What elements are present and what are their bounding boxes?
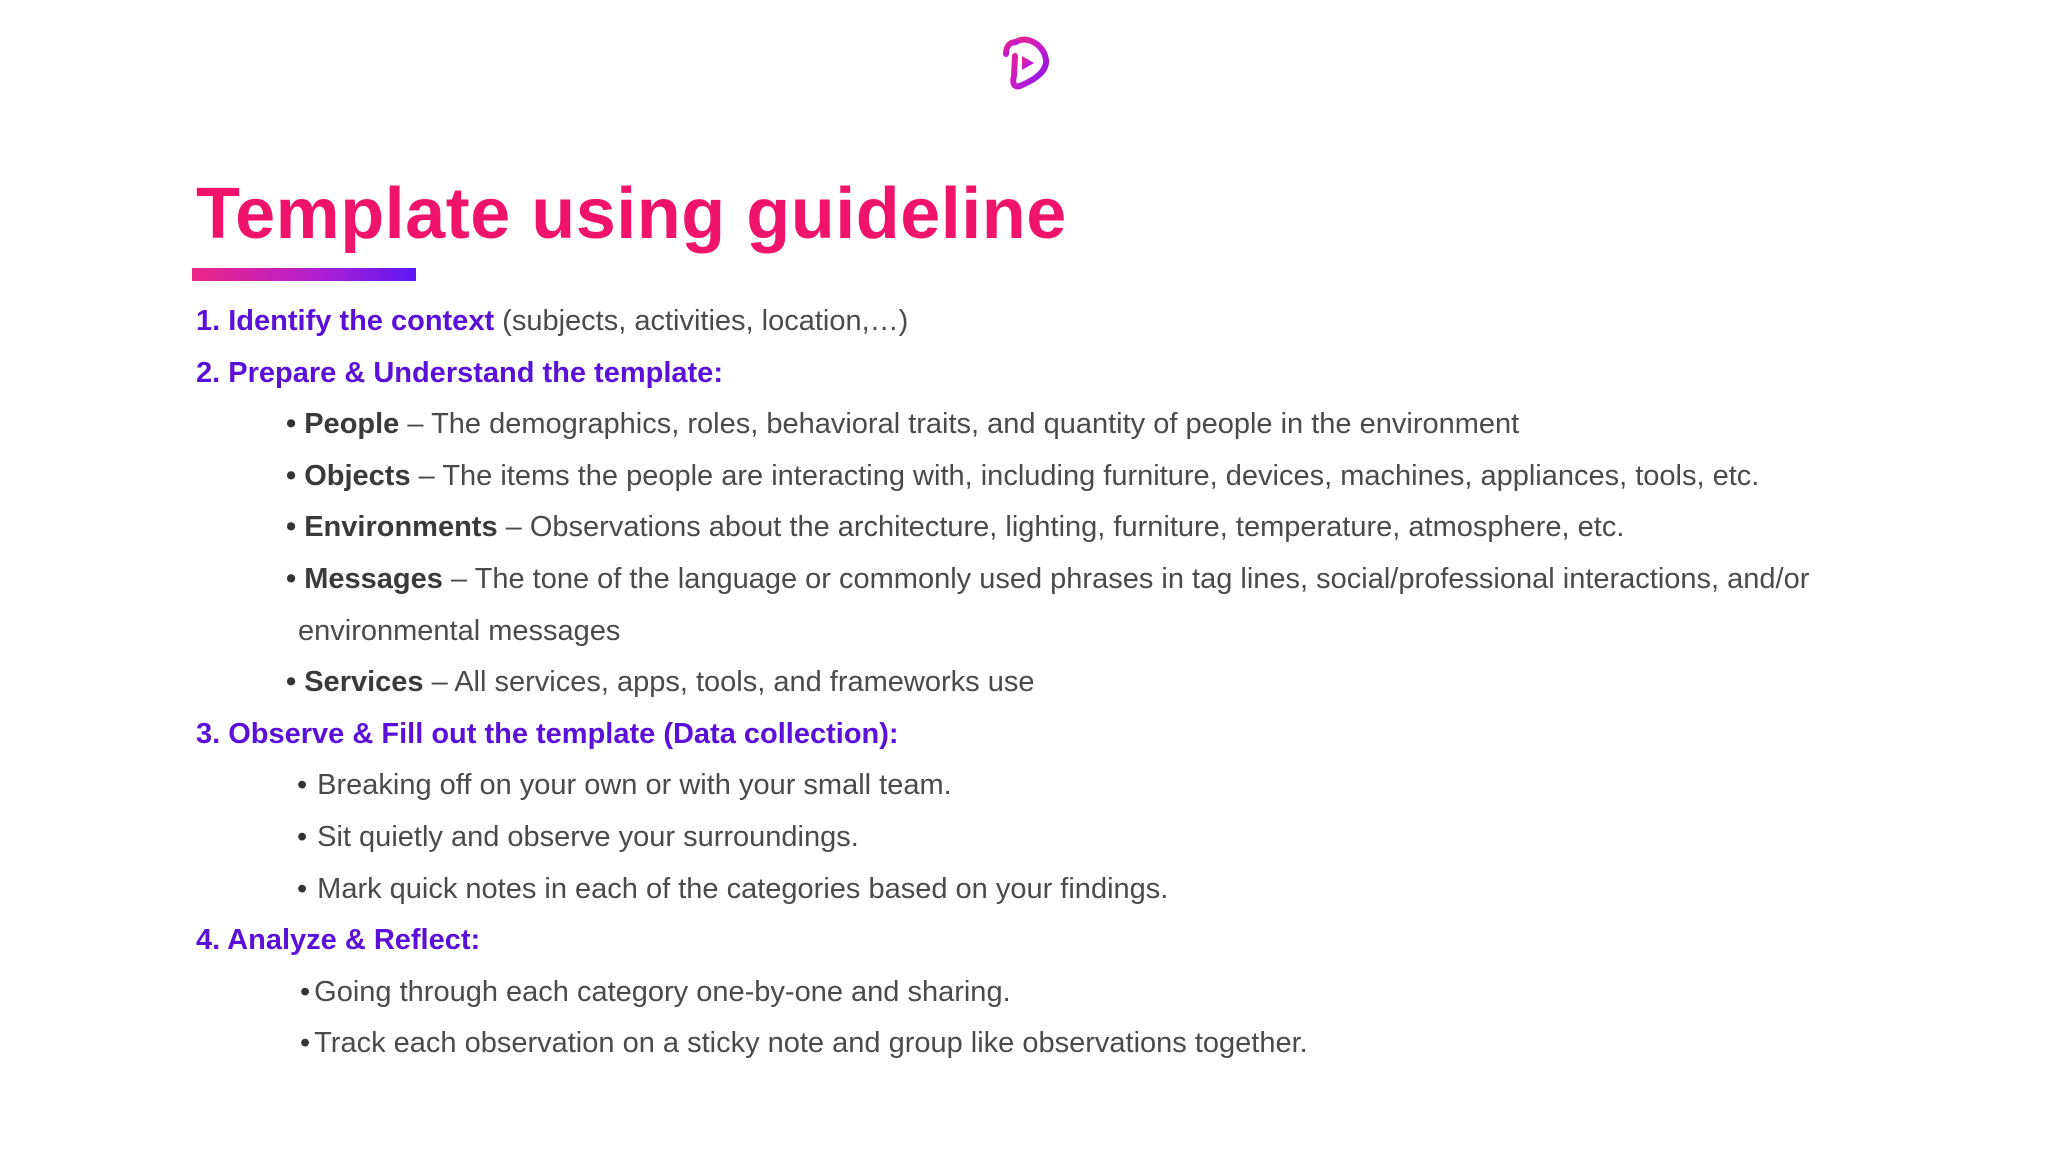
list-item xyxy=(196,1018,2016,1070)
bullet-icon: • xyxy=(300,1027,311,1060)
item-term: Messages xyxy=(304,562,443,595)
section-observe-heading: 3. Observe & Fill out the template (Data collection): xyxy=(196,717,899,750)
section-identify xyxy=(196,296,2016,348)
item-text: Going through each category one-by-one and sharing. xyxy=(314,975,1011,1008)
item-text: The items the people are interacting with, including furniture, devices, machines, appliances, tools, etc. xyxy=(442,459,1760,492)
item-dash: – xyxy=(407,408,424,441)
list-item xyxy=(196,967,2016,1019)
list-item-environments xyxy=(196,502,2016,554)
item-text: Track each observation on a sticky note and group like observations together. xyxy=(314,1027,1308,1060)
item-text: The demographics, roles, behavioral traits, and quantity of people in the environment xyxy=(431,408,1520,441)
bullet-icon: • xyxy=(286,562,297,595)
bullet-icon: • xyxy=(286,511,297,544)
item-text: All services, apps, tools, and frameworks use xyxy=(454,666,1035,699)
item-text: Mark quick notes in each of the categories based on your findings. xyxy=(317,872,1169,905)
bullet-icon: • xyxy=(286,408,297,441)
item-text: Sit quietly and observe your surroundings. xyxy=(317,820,859,853)
title-underline-accent xyxy=(192,268,416,281)
bullet-icon: • xyxy=(297,820,308,853)
item-term: Environments xyxy=(304,511,498,544)
bullet-icon: • xyxy=(297,769,308,802)
list-item xyxy=(196,812,2016,864)
item-term: Objects xyxy=(304,459,411,492)
section-analyze-heading: 4. Analyze & Reflect: xyxy=(196,924,481,957)
item-text: Observations about the architecture, lighting, furniture, temperature, atmosphere, etc. xyxy=(529,511,1625,544)
guideline-content xyxy=(196,296,2016,1070)
item-term: People xyxy=(304,408,400,441)
bullet-icon: • xyxy=(300,975,311,1008)
section-detail: (subjects, activities, location,…) xyxy=(494,305,909,337)
heart-play-logo-icon xyxy=(1000,36,1052,92)
item-term: Services xyxy=(304,666,424,699)
list-item-services xyxy=(196,657,2016,709)
item-dash: – xyxy=(505,511,522,544)
item-text: Breaking off on your own or with your small team. xyxy=(317,769,952,802)
bullet-icon: • xyxy=(286,459,297,492)
item-text: The tone of the language or commonly used phrases in tag lines, social/professional interactions, and/or xyxy=(474,562,1810,595)
list-item xyxy=(196,760,2016,812)
bullet-icon: • xyxy=(297,872,308,905)
list-item-messages-continuation: environmental messages xyxy=(298,614,621,647)
section-heading: 1. Identify the context xyxy=(196,305,495,337)
list-item-objects xyxy=(196,451,2016,503)
item-dash: – xyxy=(418,459,435,492)
bullet-icon: • xyxy=(286,666,297,699)
page-title: Template using guideline xyxy=(196,174,1067,254)
section-prepare-heading: 2. Prepare & Understand the template: xyxy=(196,356,723,389)
item-dash: – xyxy=(431,666,448,699)
list-item-messages xyxy=(196,554,2016,606)
item-dash: – xyxy=(450,562,468,595)
list-item-people xyxy=(196,399,2016,451)
list-item xyxy=(196,864,2016,916)
